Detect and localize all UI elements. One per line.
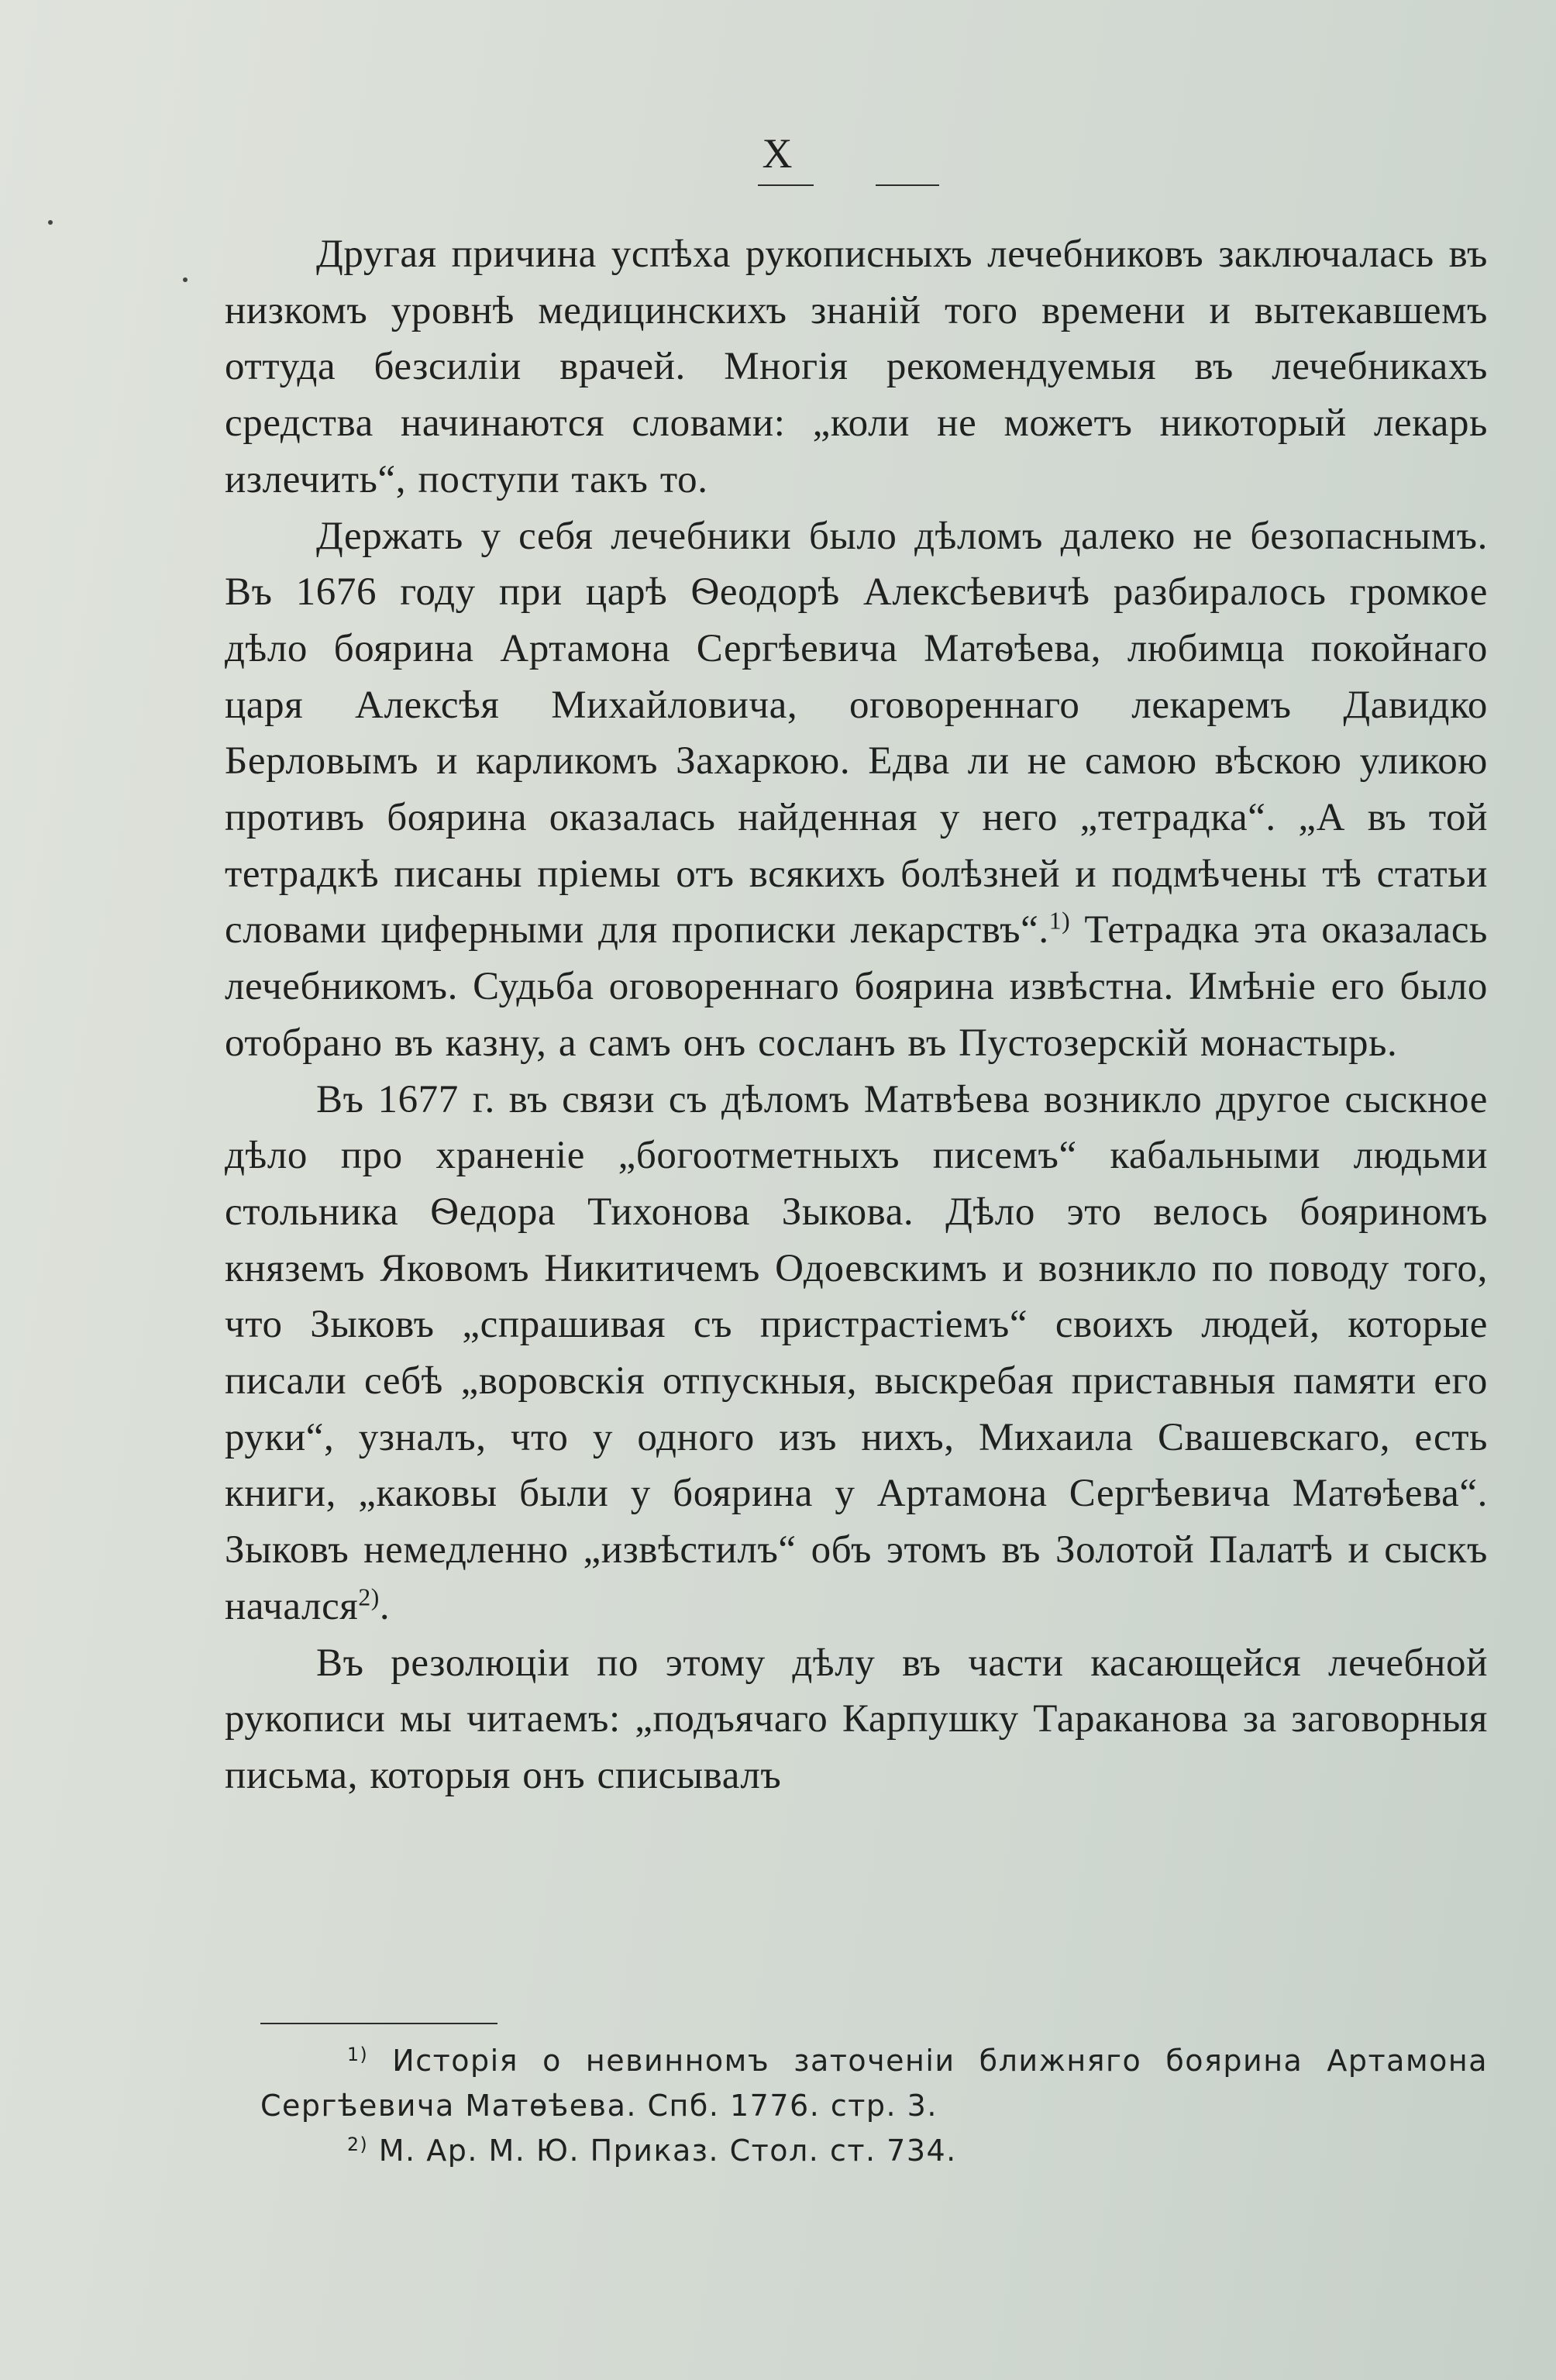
footnote-mark-1: 1) bbox=[347, 2044, 369, 2066]
footnotes bbox=[260, 2038, 1488, 2173]
paragraph-3-text: Въ 1677 г. въ связи съ дѣломъ Матвѣева возникло другое сыскное дѣло про храненіе „богоотметныхъ писемъ“ кабальными людьми стольника Ѳедора Тихонова Зыкова. Дѣло это велось бояриномъ княземъ Яковомъ Никитичемъ Одоевскимъ и возникло по поводу того, что Зыковъ „спрашивая съ пристрастіемъ“ своихъ людей, которые писали себѣ „воровскія отпускныя, выскребая приставныя памяти его руки“, узналъ, что у одного изъ нихъ, Михаила Свашевскаго, есть книги, „каковы были у боярина у Артамона Сергѣевича Матѳѣева“. Зыковъ немедленно „извѣстилъ“ объ этомъ въ Золотой Палатѣ и сыскъ начался bbox=[225, 1077, 1488, 1628]
footnote-ref-2: 2) bbox=[358, 1583, 380, 1611]
footnote-1-text: Исторія о невинномъ заточеніи ближняго боярина Артамона Сергѣевича Матѳѣева. Спб. 1776. стр. 3. bbox=[260, 2044, 1488, 2123]
paragraph-4: Въ резолюціи по этому дѣлу въ части касающейся лечебной рукописи мы читаемъ: „подъячаго Карпушку Тараканова за заговорныя письма, которыя онъ списывалъ bbox=[225, 1641, 1488, 1797]
paragraph-2-text: Держать у себя лечебники было дѣломъ далеко не безопаснымъ. Въ 1676 году при царѣ Ѳеодорѣ Алексѣевичѣ разбиралось громкое дѣло боярина Артамона Сергѣевича Матѳѣева, любимца покойнаго царя Алексѣя Михайловича, оговореннаго лекаремъ Давидко Берловымъ и карликомъ Захаркою. Едва ли не самою вѣскою уликою противъ боярина оказалась найденная у него „тетрадка“. „А въ той тетрадкѣ писаны пріемы отъ всякихъ болѣзней и подмѣчены тѣ статьи словами циферными для прописки лекарствъ“. bbox=[225, 514, 1488, 952]
page-number-rule-right bbox=[876, 184, 939, 186]
main-text bbox=[225, 226, 1488, 1804]
footnote-1 bbox=[260, 2038, 1488, 2128]
footnote-mark-2: 2) bbox=[347, 2134, 369, 2156]
footnote-2 bbox=[260, 2128, 1488, 2173]
footnote-ref-1: 1) bbox=[1048, 908, 1071, 935]
footnote-separator bbox=[260, 2023, 497, 2024]
paragraph-3-end: . bbox=[379, 1584, 391, 1628]
print-speck bbox=[183, 277, 188, 282]
page-number: X bbox=[762, 130, 794, 177]
page-number-rule-left bbox=[758, 184, 814, 186]
paragraph-2-continuation: Тетрадка эта оказалась лечебникомъ. Судьба оговореннаго боярина извѣстна. Имѣніе его было отобрано въ казну, а самъ онъ сосланъ въ Пустозерскій монастырь. bbox=[225, 908, 1488, 1065]
paragraph-1: Другая причина успѣха рукописныхъ лечебниковъ заключалась въ низкомъ уровнѣ медицинскихъ знаній того времени и вытекавшемъ оттуда безсиліи врачей. Многія рекомендуемыя въ лечебникахъ средства начинаются словами: „коли не можетъ никоторый лекарь излечить“, поступи такъ то. bbox=[225, 232, 1488, 501]
paragraph-3 bbox=[225, 1072, 1488, 1635]
paragraph-2 bbox=[225, 508, 1488, 1072]
footnote-2-text: М. Ар. М. Ю. Приказ. Стол. ст. 734. bbox=[378, 2134, 957, 2168]
print-speck bbox=[48, 220, 53, 225]
